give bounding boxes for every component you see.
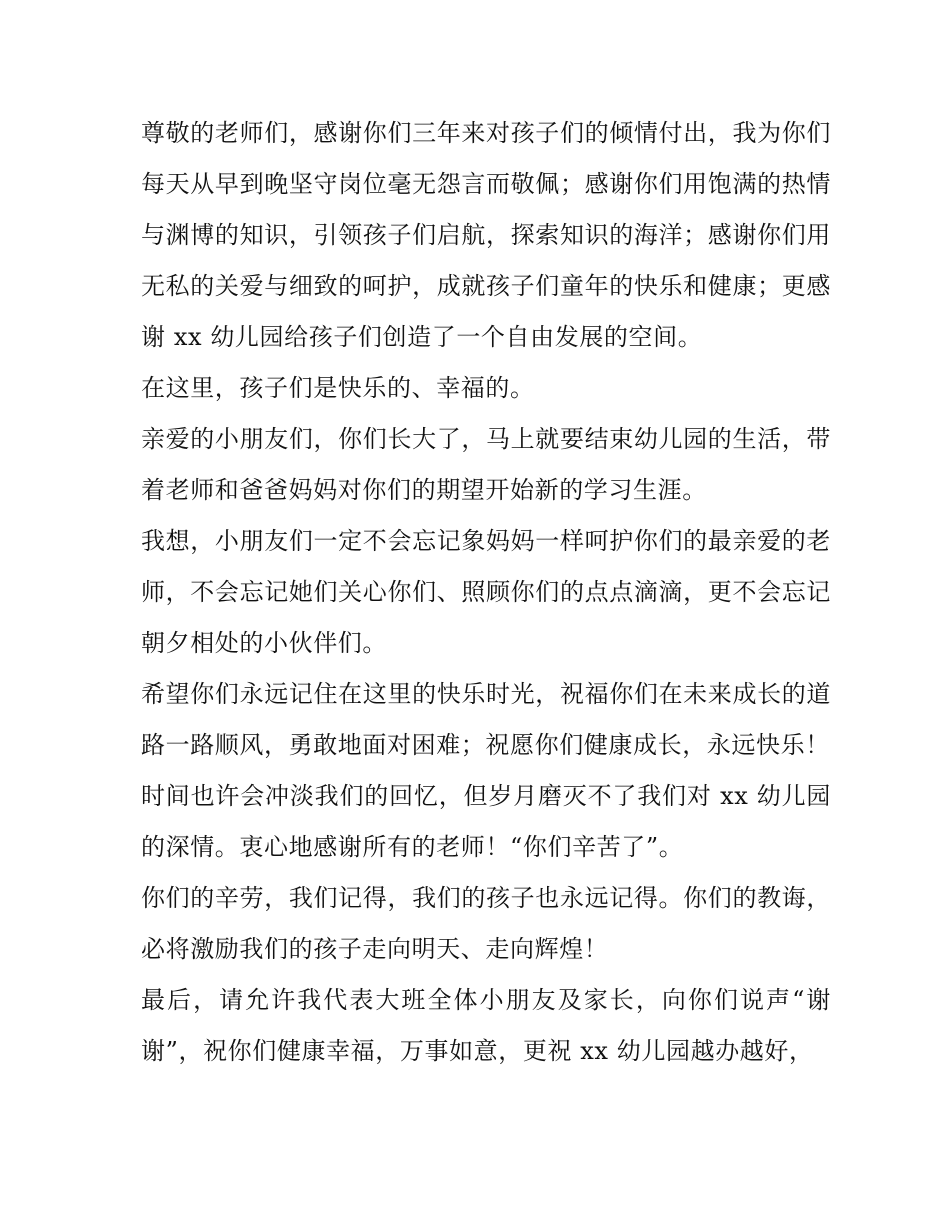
paragraph-memories: 时间也许会冲淡我们的回忆，但岁月磨灭不了我们对 xx 幼儿园的深情。衷心地感谢所有的老师！“你们辛苦了”。 — [141, 782, 831, 861]
paragraph-happy-here: 在这里，孩子们是快乐的、幸福的。 — [141, 374, 535, 402]
paragraph-dear-children: 亲爱的小朋友们，你们长大了，马上就要结束幼儿园的生活，带着老师和爸爸妈妈对你们的期望开始新的学习生涯。 — [141, 425, 831, 504]
paragraph-closing: 最后，请允许我代表大班全体小朋友及家长，向你们说声“谢谢”，祝你们健康幸福，万事如意，更祝 xx 幼儿园越办越好， — [141, 986, 831, 1065]
document-body — [141, 108, 831, 1077]
paragraph-remember-teachers: 我想，小朋友们一定不会忘记象妈妈一样呵护你们的最亲爱的老师，不会忘记她们关心你们、照顾你们的点点滴滴，更不会忘记朝夕相处的小伙伴们。 — [141, 527, 831, 657]
paragraph-gratitude: 你们的辛劳，我们记得，我们的孩子也永远记得。你们的教诲，必将激励我们的孩子走向明天、走向辉煌！ — [141, 884, 831, 963]
paragraph-thanks-teachers: 尊敬的老师们，感谢你们三年来对孩子们的倾情付出，我为你们每天从早到晚坚守岗位毫无怨言而敬佩；感谢你们用饱满的热情与渊博的知识，引领孩子们启航，探索知识的海洋；感谢你们用无私的关爱与细致的呵护，成就孩子们童年的快乐和健康；更感谢 xx 幼儿园给孩子们创造了一个自由发展的空间。 — [141, 119, 831, 351]
paragraph-wishes: 希望你们永远记住在这里的快乐时光，祝福你们在未来成长的道路一路顺风，勇敢地面对困难；祝愿你们健康成长，永远快乐！ — [141, 680, 831, 759]
